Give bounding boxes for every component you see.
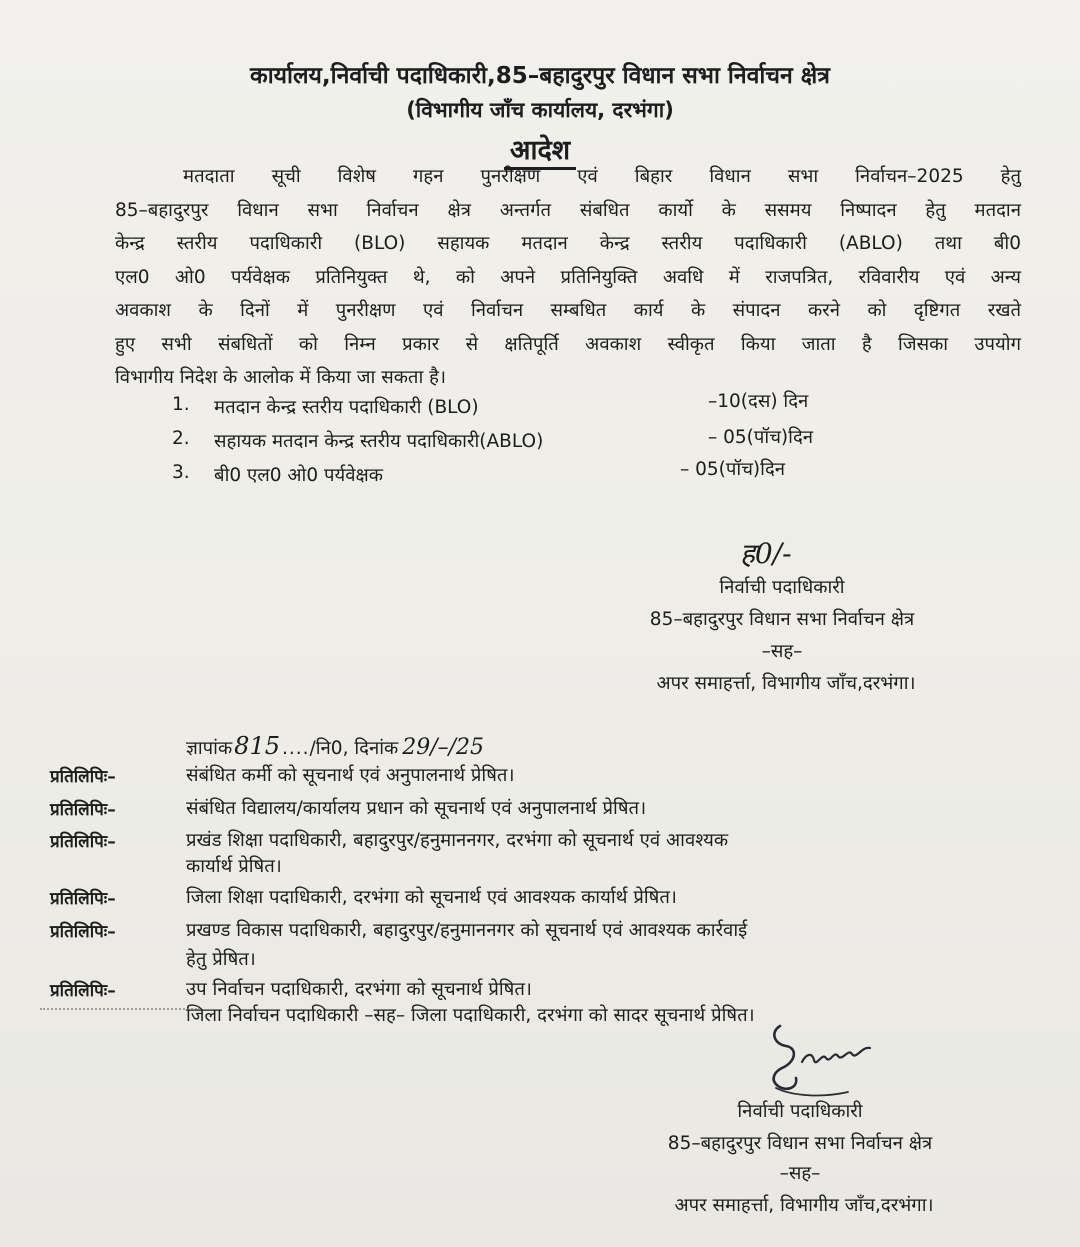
signatory-office: अपर समाहर्त्ता, विभागीय जाँच,दरभंगा। — [656, 673, 916, 694]
signatory-designation: निर्वाची पदाधिकारी — [719, 577, 845, 598]
copy-label: प्रतिलिपिः– — [50, 800, 116, 820]
body-line: 85–बहादुरपुर विधान सभा निर्वाचन क्षेत्र अन्तर्गत संबधित कार्यो के ससमय निष्पादन हेतु मतदान — [115, 199, 1021, 221]
copy-text: जिला निर्वाचन पदाधिकारी –सह– जिला पदाधिकारी, दरभंगा को सादर सूचनार्थ प्रेषित। — [186, 1005, 755, 1026]
copy-text-continued: कार्यार्थ प्रेषित। — [186, 856, 282, 877]
body-line: केन्द्र स्तरीय पदाधिकारी (BLO) सहायक मतदान केन्द्र स्तरीय पदाधिकारी (ABLO) तथा बी0 — [115, 233, 1021, 254]
order-title-text: आदेश — [504, 135, 576, 170]
memo-mid: /नि0, दिनांक — [309, 738, 399, 759]
signatory-constituency: 85–बहादुरपुर विधान सभा निर्वाचन क्षेत्र — [649, 609, 915, 630]
leave-item-role: बी0 एल0 ओ0 पर्यवेक्षक — [214, 465, 384, 486]
leave-item-number: 1. — [172, 394, 190, 415]
memo-number: 815 — [234, 732, 280, 760]
leave-item-days: –10(दस) दिन — [708, 391, 809, 412]
fold-crease — [40, 1008, 200, 1014]
copy-text: प्रखंड शिक्षा पदाधिकारी, बहादुरपुर/हनुमाननगर, दरभंगा को सूचनार्थ एवं आवश्यक — [186, 830, 729, 851]
copy-text: प्रखण्ड विकास पदाधिकारी, बहादुरपुर/हनुमाननगर को सूचनार्थ एवं आवश्यक कार्रवाई — [186, 920, 748, 941]
leave-item-days: – 05(पॉच)दिन — [680, 459, 786, 480]
signatory-constituency: 85–बहादुरपुर विधान सभा निर्वाचन क्षेत्र — [667, 1133, 933, 1154]
body-line: हुए सभी संबधितों को निम्न प्रकार से क्षतिपूर्ति अवकाश स्वीकृत किया जाता है जिसका उपयोग — [115, 333, 1021, 355]
body-line: मतदाता सूची विशेष गहन पुनरीक्षण एवं बिहार विधान सभा निर्वाचन–2025 हेतु — [183, 166, 1021, 187]
memo-reference — [186, 732, 484, 760]
signatory-office: अपर समाहर्त्ता, विभागीय जाँच,दरभंगा। — [674, 1195, 934, 1216]
copy-label: प्रतिलिपिः– — [50, 767, 116, 787]
office-subheader: (विभागीय जाँच कार्यालय, दरभंगा) — [406, 98, 674, 122]
memo-prefix: ज्ञापांक — [186, 738, 233, 759]
signatory-designation: निर्वाची पदाधिकारी — [737, 1101, 863, 1122]
copy-text: जिला शिक्षा पदाधिकारी, दरभंगा को सूचनार्थ एवं आवश्यक कार्यार्थ प्रेषित। — [186, 887, 677, 908]
signatory-conjunction: –सह– — [779, 1163, 821, 1184]
body-line: विभागीय निदेश के आलोक में किया जा सकता है। — [115, 367, 446, 388]
body-line: एल0 ओ0 पर्यवेक्षक प्रतिनियुक्त थे, को अपने प्रतिनियुक्ति अवधि में राजपत्रित, रविवारीय एवं अन्य — [115, 266, 1021, 288]
memo-date: 29/–/25 — [402, 735, 485, 760]
signatory-conjunction: –सह– — [761, 641, 803, 662]
leave-item-number: 2. — [172, 428, 190, 449]
copy-label: प्रतिलिपिः– — [50, 889, 116, 909]
body-line: अवकाश के दिनों में पुनरीक्षण एवं निर्वाचन सम्बधित कार्य के संपादन करने को दृष्टिगत रखते — [115, 300, 1021, 321]
handwritten-signature — [752, 1018, 892, 1104]
leave-item-number: 3. — [172, 462, 190, 483]
leave-item-role: मतदान केन्द्र स्तरीय पदाधिकारी (BLO) — [214, 397, 479, 418]
copy-label: प्रतिलिपिः– — [50, 922, 116, 942]
leave-item-role: सहायक मतदान केन्द्र स्तरीय पदाधिकारी(ABLO) — [214, 431, 544, 452]
copy-text-continued: हेतु प्रेषित। — [186, 949, 256, 970]
signature-mark: ह0/- — [740, 537, 792, 570]
copy-label: प्रतिलिपिः– — [50, 981, 116, 1001]
order-body — [115, 160, 1021, 395]
copy-text: संबंधित विद्यालय/कार्यालय प्रधान को सूचनार्थ एवं अनुपालनार्थ प्रेषित। — [186, 798, 647, 819]
office-header: कार्यालय,निर्वाची पदाधिकारी,85–बहादुरपुर विधान सभा निर्वाचन क्षेत्र — [250, 63, 830, 89]
copy-text: उप निर्वाचन पदाधिकारी, दरभंगा को सूचनार्थ प्रेषित। — [186, 979, 532, 1000]
leave-item-days: – 05(पॉच)दिन — [708, 427, 814, 448]
copy-label: प्रतिलिपिः– — [50, 832, 116, 852]
memo-dots: .... — [281, 738, 310, 759]
copy-text: संबंधित कर्मी को सूचनार्थ एवं अनुपालनार्थ प्रेषित। — [186, 765, 515, 786]
